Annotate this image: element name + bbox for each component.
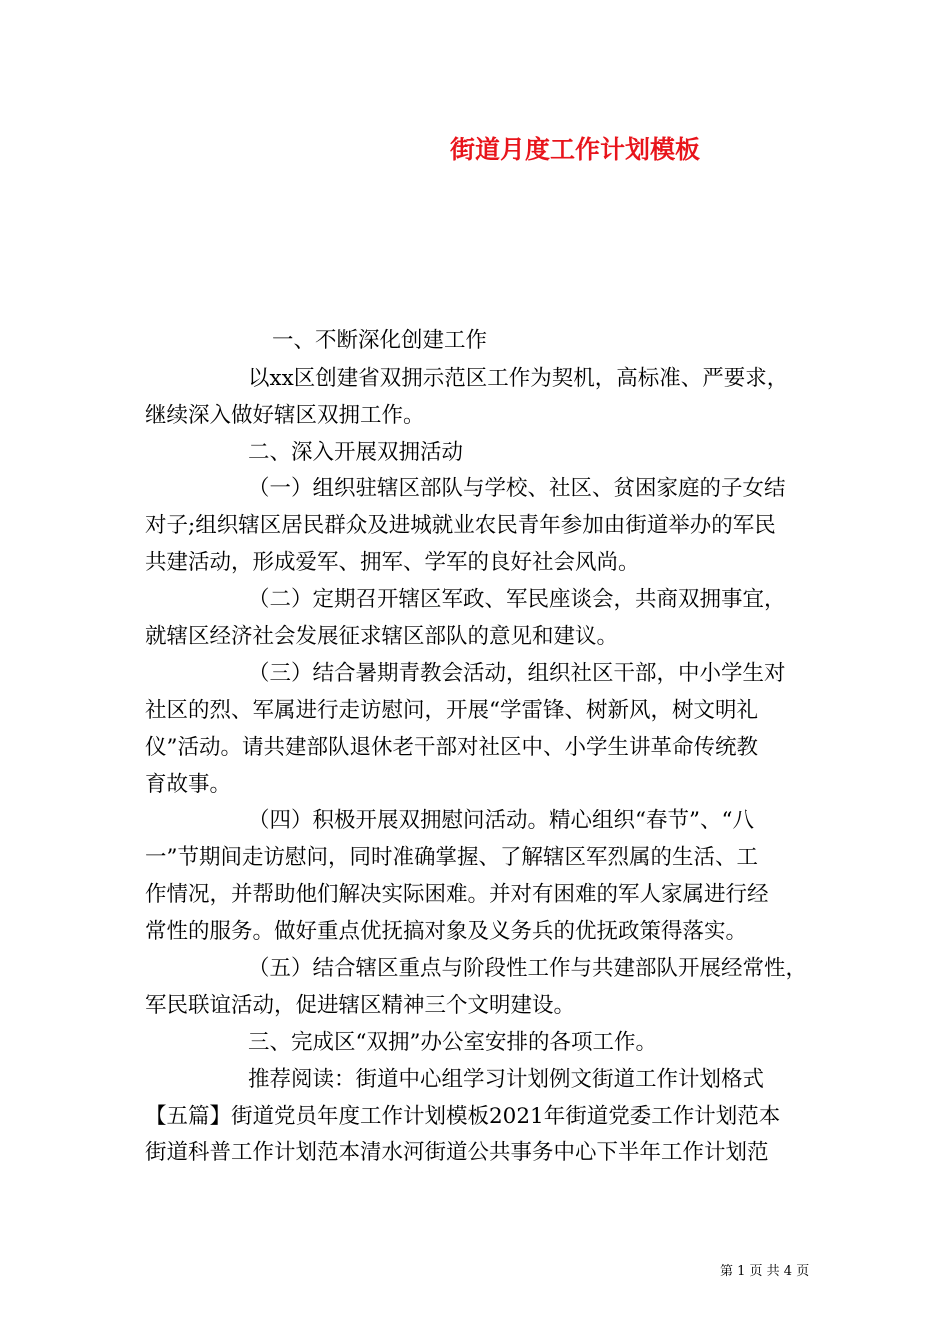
document-title: 街道月度工作计划模板 <box>449 135 700 164</box>
paragraph-line: （五）结合辖区重点与阶段性工作与共建部队开展经常性， <box>248 956 808 981</box>
paragraph-line: 作情况，并帮助他们解决实际困难。并对有困难的军人家属进行经 <box>145 882 769 907</box>
recommended-reading: 【五篇】街道党员年度工作计划模板2021年街道党委工作计划范本 <box>145 1104 781 1129</box>
paragraph-line: 对子;组织辖区居民群众及进城就业农民青年参加由街道举办的军民 <box>145 513 776 538</box>
recommended-reading: 推荐阅读：街道中心组学习计划例文街道工作计划格式 <box>248 1067 765 1092</box>
paragraph-line: （四）积极开展双拥慰问活动。精心组织“春节”、“八 <box>248 808 754 833</box>
paragraph-line: 军民联谊活动，促进辖区精神三个文明建设。 <box>145 993 576 1018</box>
paragraph-line: （一）组织驻辖区部队与学校、社区、贫困家庭的子女结 <box>248 476 786 501</box>
paragraph-line: 以xx区创建省双拥示范区工作为契机，高标准、严要求， <box>248 366 789 391</box>
section-heading-2: 二、深入开展双拥活动 <box>248 440 464 465</box>
paragraph-line: 就辖区经济社会发展征求辖区部队的意见和建议。 <box>145 624 619 649</box>
paragraph-line: 育故事。 <box>145 772 232 797</box>
paragraph-line: 常性的服务。做好重点优抚搞对象及义务兵的优抚政策得落实。 <box>145 919 748 944</box>
page-number: 第 1 页 共 4 页 <box>720 1264 810 1279</box>
recommended-reading: 街道科普工作计划范本清水河街道公共事务中心下半年工作计划范 <box>145 1140 769 1165</box>
paragraph-line: 继续深入做好辖区双拥工作。 <box>145 403 425 428</box>
paragraph-line: 社区的烈、军属进行走访慰问，开展“学雷锋、树新风，树文明礼 <box>145 698 758 723</box>
paragraph-line: （三）结合暑期青教会活动，组织社区干部，中小学生对 <box>248 661 786 686</box>
paragraph-line: 共建活动，形成爱军、拥军、学军的良好社会风尚。 <box>145 550 640 575</box>
paragraph-line: 仪”活动。请共建部队退休老干部对社区中、小学生讲革命传统教 <box>145 735 758 760</box>
section-heading-1: 一、不断深化创建工作 <box>272 328 488 353</box>
paragraph-line: 一”节期间走访慰问，同时准确掌握、了解辖区军烈属的生活、工 <box>145 845 758 870</box>
section-heading-3: 三、完成区“双拥”办公室安排的各项工作。 <box>248 1030 657 1055</box>
paragraph-line: （二）定期召开辖区军政、军民座谈会，共商双拥事宜， <box>248 587 786 612</box>
